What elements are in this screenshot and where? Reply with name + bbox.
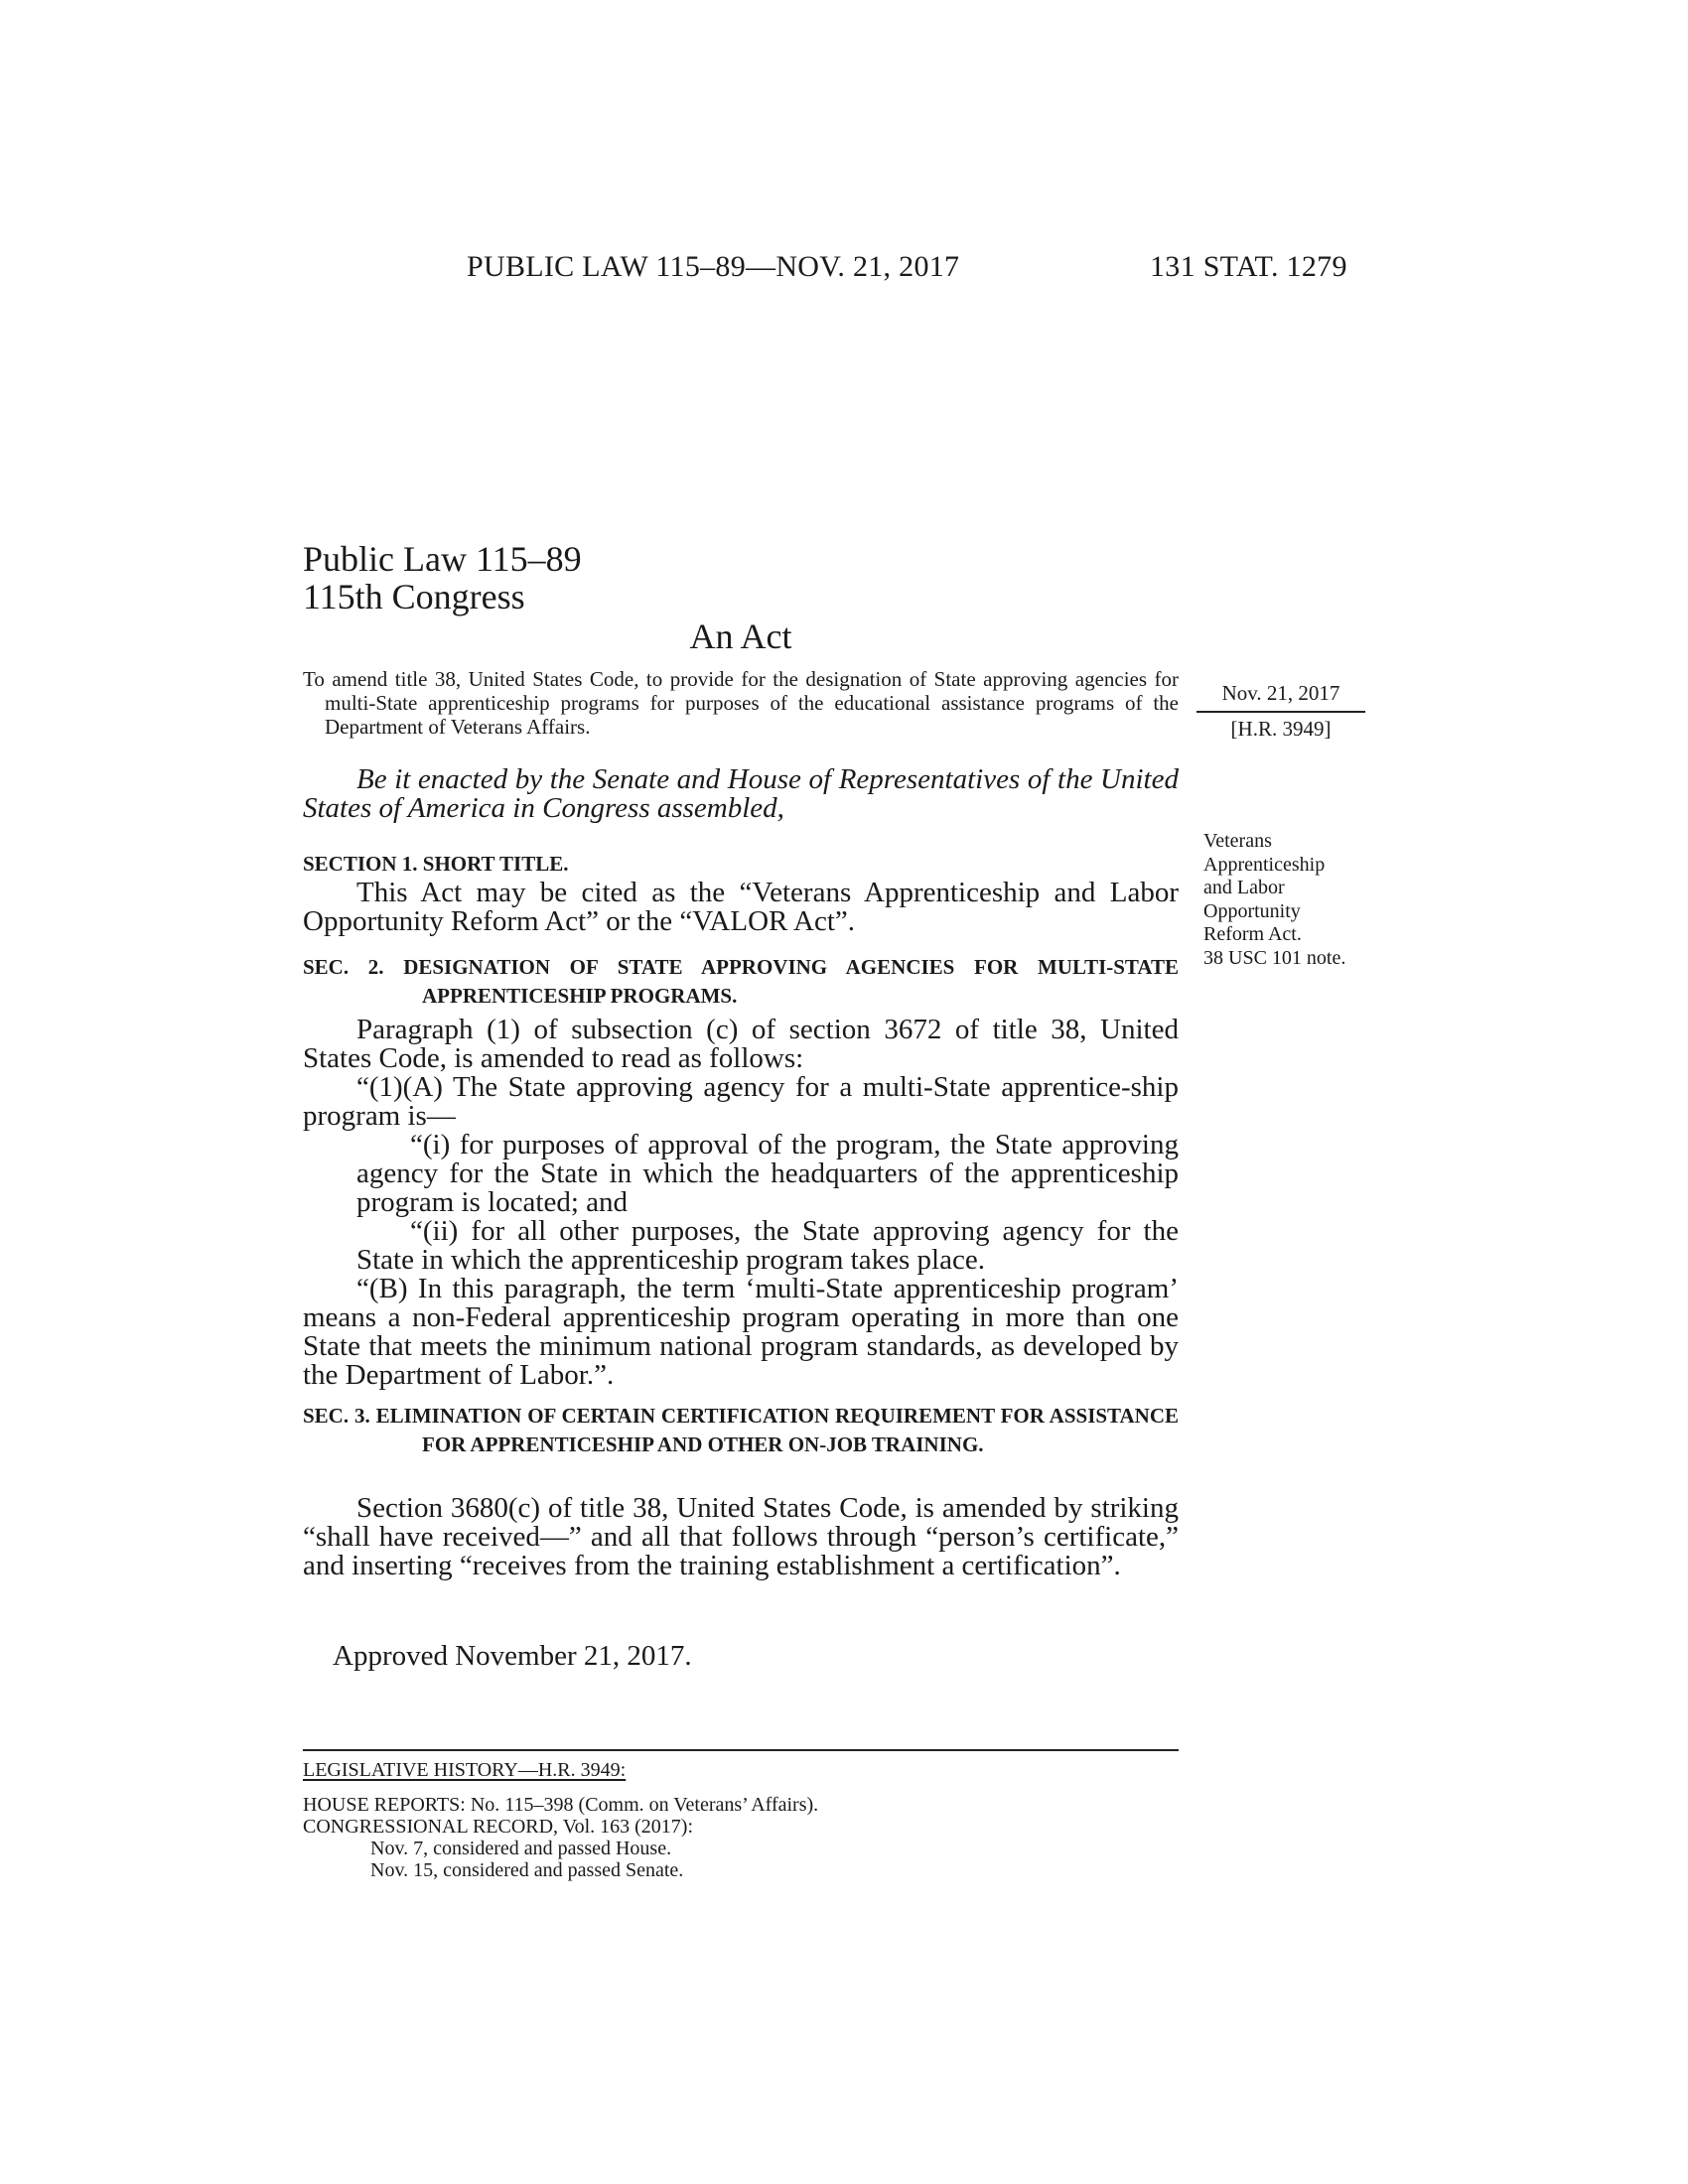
margin-note-line: 38 USC 101 note.: [1203, 946, 1346, 969]
margin-note-line: Opportunity: [1203, 899, 1301, 922]
section-2-heading: SEC. 2. DESIGNATION OF STATE APPROVING AGENCIES FOR MULTI-STATE APPRENTICESHIP PROGRAMS.: [303, 955, 1179, 1008]
margin-note-line: Reform Act.: [1203, 923, 1302, 945]
section-2-clause-ii: “(ii) for all other purposes, the State approving agency for the State in which the apprenticeship program takes place.: [356, 1215, 1179, 1276]
margin-notes: [1203, 830, 1392, 970]
margin-date: Nov. 21, 2017: [1221, 681, 1340, 705]
stat-citation: 131 STAT. 1279: [1150, 250, 1347, 283]
approval-date: Approved November 21, 2017.: [333, 1640, 692, 1672]
enacting-clause: Be it enacted by the Senate and House of Representatives of the United States of America in Congress assembled,: [303, 763, 1179, 824]
margin-note-line: Veterans: [1203, 830, 1272, 852]
house-reports: HOUSE REPORTS: No. 115–398 (Comm. on Veterans’ Affairs).: [303, 1794, 819, 1816]
section-2-subparagraph-a: “(1)(A) The State approving agency for a multi-State apprentice-ship program is—: [303, 1071, 1179, 1132]
margin-rule: [1196, 711, 1365, 713]
history-entry: Nov. 15, considered and passed Senate.: [370, 1859, 684, 1881]
section-2-subparagraph-b: “(B) In this paragraph, the term ‘multi-State apprenticeship program’ means a non-Federal apprenticeship program operating in more than one State that meets the minimum national program standards, as developed by the Department of Labor.”.: [303, 1273, 1179, 1391]
congressional-record: CONGRESSIONAL RECORD, Vol. 163 (2017):: [303, 1816, 693, 1838]
act-heading: An Act: [689, 616, 792, 656]
margin-note-line: Apprenticeship: [1203, 853, 1326, 876]
margin-note-line: and Labor: [1203, 877, 1285, 898]
section-2-clause-i: “(i) for purposes of approval of the program, the State approving agency for the State in which the headquarters of the apprenticeship program is located; and: [356, 1129, 1179, 1218]
section-3-text: Section 3680(c) of title 38, United States Code, is amended by striking “shall have received—” and all that follows through “person’s certificate,” and inserting “receives from the training establishment a certification”.: [303, 1492, 1179, 1581]
congress: 115th Congress: [303, 577, 525, 616]
running-head: PUBLIC LAW 115–89—NOV. 21, 2017: [467, 250, 960, 283]
history-entry: Nov. 7, considered and passed House.: [370, 1838, 672, 1859]
section-2-paragraph: Paragraph (1) of subsection (c) of section 3672 of title 38, United States Code, is amended to read as follows:: [303, 1014, 1179, 1074]
margin-bill-number: [H.R. 3949]: [1230, 717, 1332, 741]
section-3-heading: SEC. 3. ELIMINATION OF CERTAIN CERTIFICATION REQUIREMENT FOR ASSISTANCE FOR APPRENTICESHIP AND OTHER ON-JOB TRAINING.: [303, 1404, 1179, 1456]
section-1-text: This Act may be cited as the “Veterans Apprenticeship and Labor Opportunity Reform Act” or the “VALOR Act”.: [303, 877, 1179, 937]
history-rule: [303, 1749, 1179, 1751]
legislative-history-title: LEGISLATIVE HISTORY—H.R. 3949:: [303, 1759, 627, 1781]
section-1-heading: SECTION 1. SHORT TITLE.: [303, 852, 569, 876]
purpose-clause: To amend title 38, United States Code, to provide for the designation of State approving agencies for multi-State apprenticeship programs for purposes of the educational assistance programs of the Department of Veterans Affairs.: [303, 667, 1179, 739]
law-number: Public Law 115–89: [303, 539, 582, 579]
